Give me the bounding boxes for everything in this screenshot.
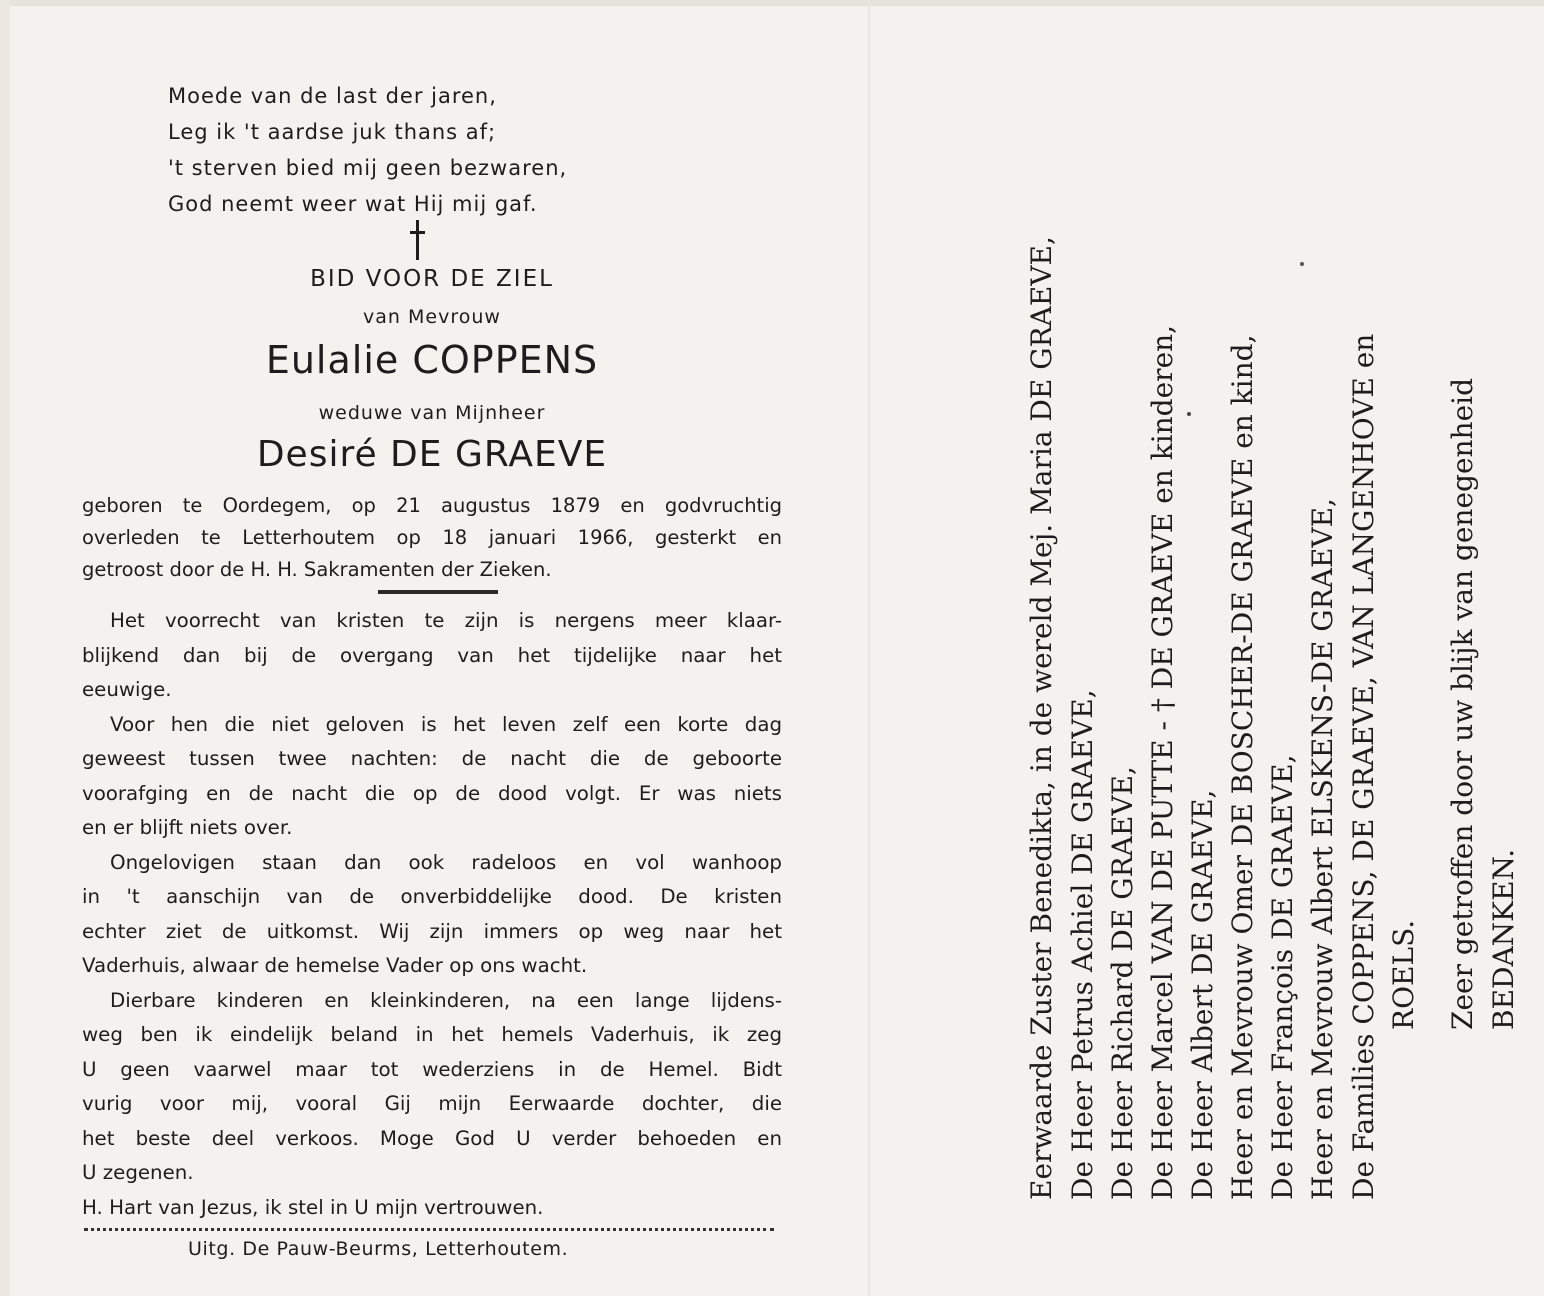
family-line: De Heer Marcel VAN DE PUTTE - † DE GRAEVE en kinderen, — [1146, 324, 1179, 1200]
body-line: het beste deel verkoos. Moge God U verder behoeden en — [82, 1126, 782, 1150]
body-line: voorafging en de nacht die op de dood volgt. Er was niets — [82, 781, 782, 805]
family-line: De Families COPPENS, DE GRAEVE, VAN LANGENHOVE en — [1347, 333, 1380, 1200]
body-line: U geen vaarwel maar tot wederziens in de Hemel. Bidt — [82, 1057, 782, 1081]
body-line: Ongelovigen staan dan ook radeloos en vol wanhoop — [110, 850, 782, 874]
poem — [168, 78, 668, 222]
deceased-name: Eulalie COPPENS — [265, 338, 599, 382]
dotted-divider — [84, 1228, 774, 1231]
widow-of-line: weduwe van Mijnheer — [318, 402, 546, 424]
cross-icon — [410, 220, 424, 260]
body-line: in 't aanschijn van de onverbiddelijke dood. De kristen — [82, 885, 782, 908]
poem-line: 't sterven bied mij geen bezwaren, — [168, 156, 568, 180]
title-mevrouw: van Mevrouw — [363, 306, 501, 328]
family-line: Heer en Mevrouw Albert ELSKENS-DE GRAEVE, — [1306, 498, 1339, 1200]
print-speck — [1300, 262, 1304, 266]
thanks-line: Zeer getroffen door uw blijk van genegenheid — [1446, 377, 1479, 1030]
card-fold — [868, 0, 870, 1296]
body-line: eeuwige. — [82, 678, 172, 701]
birth-line: geboren te Oordegem, op 21 augustus 1879 en godvruchtig — [82, 494, 782, 517]
poem-line: God neemt weer wat Hij mij gaf. — [168, 192, 538, 216]
body-line: U zegenen. — [82, 1161, 194, 1184]
birth-line: getroost door de H. H. Sakramenten der Zieken. — [82, 558, 552, 581]
poem-line: Moede van de last der jaren, — [168, 84, 497, 108]
memorial-text-panel — [82, 0, 782, 1296]
body-line: echter ziet de uitkomst. Wij zijn immers op weg naar het — [82, 919, 782, 943]
birth-line: overleden te Letterhoutem op 18 januari 1966, gesterkt en — [82, 526, 782, 549]
family-line: Eerwaarde Zuster Benedikta, in de wereld Mej. Maria DE GRAEVE, — [1025, 236, 1058, 1200]
family-line: De Heer Petrus Achiel DE GRAEVE, — [1066, 689, 1099, 1200]
publisher-line: Uitg. De Pauw-Beurms, Letterhoutem. — [188, 1238, 569, 1260]
print-speck — [1187, 412, 1191, 416]
family-line: Heer en Mevrouw Omer DE BOSCHER-DE GRAEVE en kind, — [1226, 334, 1259, 1200]
family-line: De Heer François DE GRAEVE, — [1266, 754, 1299, 1200]
body-line: vurig voor mij, vooral Gij mijn Eerwaarde dochter, die — [82, 1092, 782, 1115]
body-line: Voor hen die niet geloven is het leven zelf een korte dag — [110, 712, 782, 736]
body-line: H. Hart van Jezus, ik stel in U mijn vertrouwen. — [82, 1195, 544, 1219]
family-line: ROELS. — [1387, 919, 1420, 1030]
prayer-heading: BID VOOR DE ZIEL — [310, 266, 554, 292]
body-line: weg ben ik eindelijk beland in het hemels Vaderhuis, ik zeg — [82, 1023, 782, 1046]
body-line: Het voorrecht van kristen te zijn is nergens meer klaar- — [110, 609, 782, 632]
body-line: blijkend dan bij de overgang van het tijdelijke naar het — [82, 643, 782, 667]
body-line: en er blijft niets over. — [82, 816, 293, 839]
family-line: De Heer Albert DE GRAEVE, — [1186, 789, 1219, 1200]
body-line: geweest tussen twee nachten: de nacht die de geboorte — [82, 747, 782, 770]
body-line: Dierbare kinderen en kleinkinderen, na een lange lijdens- — [110, 988, 782, 1012]
thanks-signature: BEDANKEN. — [1487, 848, 1520, 1030]
page-edge-left — [0, 0, 10, 1296]
birth-death-info — [82, 490, 782, 586]
husband-name: Desiré DE GRAEVE — [256, 434, 608, 475]
memorial-body — [82, 604, 782, 1225]
divider-bar — [378, 590, 498, 594]
family-line: De Heer Richard DE GRAEVE, — [1106, 766, 1139, 1200]
body-line: Vaderhuis, alwaar de hemelse Vader op ons wacht. — [82, 954, 588, 977]
poem-line: Leg ik 't aardse juk thans af; — [168, 120, 497, 144]
